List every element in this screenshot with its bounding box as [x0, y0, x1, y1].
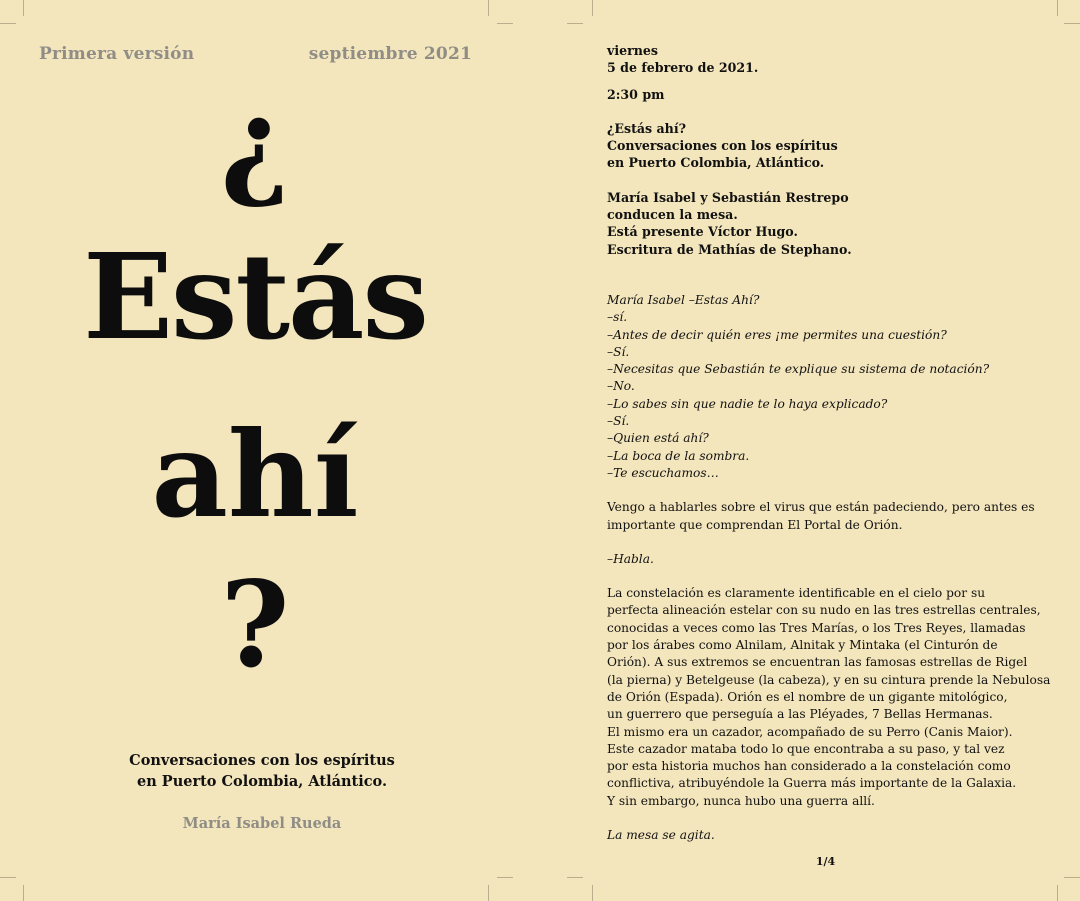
closing-line: La mesa se agita.: [607, 827, 715, 842]
edition-date: septiembre 2021: [308, 44, 472, 64]
paragraph-line: conflictiva, atribuyéndole la Guerra más importante de la Galaxia.: [607, 776, 1017, 791]
crop-mark: [1064, 877, 1080, 878]
session-date: [607, 42, 1057, 77]
text-page: [607, 42, 1057, 844]
session-title-line: en Puerto Colombia, Atlántico.: [607, 155, 825, 171]
crop-mark: [567, 877, 583, 878]
credits-line: María Isabel y Sebastián Restrepo: [607, 189, 849, 205]
cover-subtitle: [0, 750, 524, 792]
credits-line: Está presente Víctor Hugo.: [607, 224, 798, 240]
paragraph-line: de Orión (Espada). Orión es el nombre de un gigante mitológico,: [607, 689, 1008, 704]
cover-title-word-2: ahí: [151, 405, 359, 544]
cover-page: [0, 0, 510, 901]
paragraph-line: Este cazador mataba todo lo que encontraba a su paso, y tal vez: [607, 741, 1005, 756]
date-line: viernes: [607, 43, 659, 58]
session-title-line: Conversaciones con los espíritus: [607, 138, 838, 154]
session-credits: [607, 189, 1057, 258]
paragraph-line: importante que comprendan El Portal de Orión.: [607, 517, 903, 532]
cover-subtitle-line: Conversaciones con los espíritus: [129, 752, 395, 769]
paragraph-line: conocidas a veces como las Tres Marías, o los Tres Reyes, llamadas: [607, 620, 1026, 635]
date-line: 5 de febrero de 2021.: [607, 60, 759, 76]
paragraph: [607, 499, 1057, 534]
dialogue-line: –sí.: [607, 310, 628, 325]
paragraph-line: Vengo a hablarles sobre el virus que están padeciendo, pero antes es: [607, 500, 1035, 515]
dialogue-line: –Quien está ahí?: [607, 431, 709, 446]
paragraph-line: Y sin embargo, nunca hubo una guerra allí.: [607, 793, 875, 808]
dialogue-line: –Habla.: [607, 551, 654, 566]
session-time: [607, 86, 1057, 103]
crop-mark: [1064, 23, 1080, 24]
dialogue-line: –Antes de decir quién eres ¡me permites una cuestión?: [607, 327, 947, 342]
crop-mark: [592, 885, 593, 901]
dialogue-line: –Lo sabes sin que nadie te lo haya explicado?: [607, 396, 888, 411]
cover-subtitle-line: en Puerto Colombia, Atlántico.: [136, 773, 388, 790]
session-title-line: ¿Estás ahí?: [607, 120, 686, 136]
paragraph: [607, 585, 1057, 810]
paragraph-line: un guerrero que perseguía a las Pléyades, 7 Bellas Hermanas.: [607, 707, 993, 722]
dialogue-line: –Te escuchamos…: [607, 465, 719, 480]
paragraph-line: Orión). A sus extremos se encuentran las famosas estrellas de Rigel: [607, 655, 1028, 670]
paragraph-line: por los árabes como Alnilam, Alnitak y Mintaka (el Cinturón de: [607, 638, 998, 653]
cover-title-close-question: ?: [220, 555, 290, 694]
edition-label: Primera versión: [39, 44, 195, 64]
crop-mark: [592, 0, 593, 16]
cover-author: María Isabel Rueda: [182, 815, 342, 832]
dialogue: [607, 292, 1057, 482]
session-title: [607, 120, 1057, 172]
time-line: 2:30 pm: [607, 86, 665, 102]
crop-mark: [567, 23, 583, 24]
dialogue-line: –Sí.: [607, 414, 630, 429]
dialogue-line: –No.: [607, 379, 635, 394]
dialogue-line: –Sí.: [607, 344, 630, 359]
dialogue-line: –La boca de la sombra.: [607, 448, 750, 463]
paragraph-line: La constelación es claramente identificable en el cielo por su: [607, 586, 986, 601]
paragraph-line: por esta historia muchos han considerado a la constelación como: [607, 759, 1011, 774]
cover-title-word-1: Estás: [83, 227, 427, 366]
paragraph-line: El mismo era un cazador, acompañado de su Perro (Canis Maior).: [607, 724, 1013, 739]
crop-mark: [1057, 885, 1058, 901]
paragraph-line: perfecta alineación estelar con su nudo en las tres estrellas centrales,: [607, 603, 1041, 618]
credits-line: Escritura de Mathías de Stephano.: [607, 241, 852, 257]
dialogue-habla: [607, 551, 1057, 568]
crop-mark: [1057, 0, 1058, 16]
cover-title-open-question: ¿: [220, 73, 290, 212]
dialogue-line: –Necesitas que Sebastián te explique su sistema de notación?: [607, 362, 990, 377]
closing-note: [607, 827, 1057, 844]
dialogue-line: María Isabel –Estas Ahí?: [607, 292, 760, 307]
credits-line: conducen la mesa.: [607, 207, 738, 223]
page-number: 1/4: [815, 855, 836, 868]
paragraph-line: (la pierna) y Betelgeuse (la cabeza), y en su cintura prende la Nebulosa: [607, 672, 1051, 687]
